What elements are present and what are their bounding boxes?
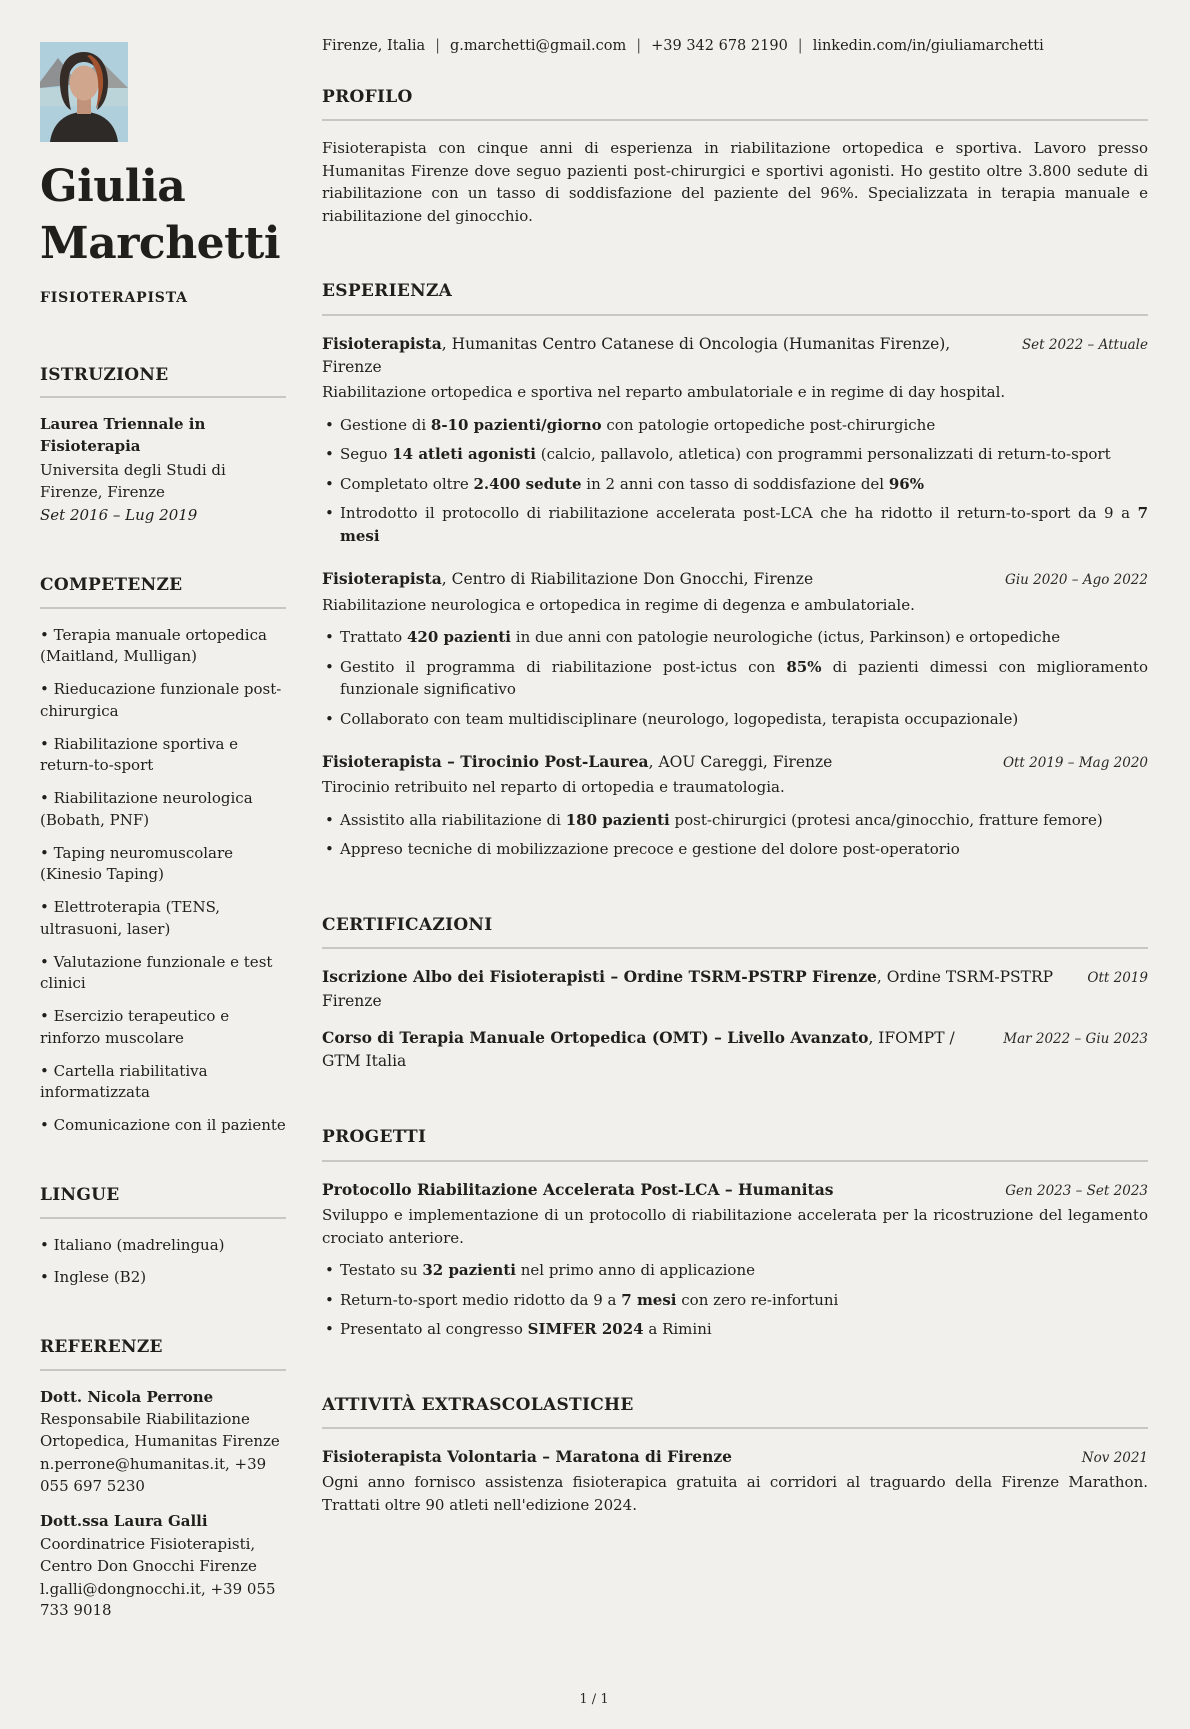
text-segment: Collaborato con team multidisciplinare (neurologo, logopedista, terapista occupazionale)	[340, 709, 1019, 728]
activity-list	[322, 1445, 1148, 1516]
profile-text: Fisioterapista con cinque anni di esperienza in riabilitazione ortopedica e sportiva. Lavoro presso Humanitas Firenze dove seguo pazienti post-chirurgici e sportivi agonisti. Ho gestito oltre 3.800 sedute di riabilitazione con un tasso di soddisfazione del paziente del 96%. Specializzata in terapia manuale e riabilitazione del ginocchio.	[322, 139, 1148, 225]
person-role: FISIOTERAPISTA	[40, 290, 188, 307]
skill-item: • Valutazione funzionale e test clinici	[40, 952, 286, 996]
certification-list	[322, 965, 1148, 1073]
entry-head	[322, 750, 1148, 774]
section-heading-attivita: ATTIVITÀ EXTRASCOLASTICHE	[322, 1393, 1148, 1430]
project-entry	[322, 1178, 1148, 1341]
experience-entry	[322, 567, 1148, 730]
skill-item: • Esercizio terapeutico e rinforzo muscolare	[40, 1006, 286, 1050]
reference-contact: n.perrone@humanitas.it, +39 055 697 5230	[40, 1454, 267, 1495]
bullet-item	[322, 443, 1148, 466]
entry-head	[322, 332, 1148, 380]
bullet-item	[322, 1289, 1148, 1312]
section-heading-progetti: PROGETTI	[322, 1125, 1148, 1162]
contact-email: g.marchetti@gmail.com	[450, 38, 627, 54]
section-profilo	[322, 85, 1148, 228]
portrait-icon	[40, 42, 128, 142]
skills-list	[40, 625, 286, 1137]
section-lingue	[40, 1183, 286, 1289]
entry-date: Ott 2019 – Mag 2020	[1002, 755, 1148, 771]
references-list	[40, 1387, 286, 1623]
certification-entry	[322, 1026, 1148, 1074]
skill-item: • Terapia manuale ortopedica (Maitland, Mulligan)	[40, 625, 286, 669]
text-segment: con patologie ortopediche post-chirurgiche	[601, 415, 936, 434]
experience-entry	[322, 750, 1148, 861]
text-segment: in 2 anni con tasso di soddisfazione del	[581, 474, 889, 493]
section-certificazioni	[322, 913, 1148, 1074]
reference-item	[40, 1387, 286, 1498]
bullet-item	[322, 1318, 1148, 1341]
language-item: • Inglese (B2)	[40, 1267, 286, 1289]
text-segment: Protocollo Riabilitazione Accelerata Post-LCA – Humanitas	[322, 1179, 834, 1199]
skill-item: • Riabilitazione sportiva e return-to-sport	[40, 734, 286, 778]
certification-entry	[322, 965, 1148, 1013]
section-attivita-extrascolastiche	[322, 1393, 1148, 1517]
entry-title	[322, 332, 1004, 380]
entry-summary: Ogni anno fornisco assistenza fisioterapica gratuita ai corridori al traguardo della Firenze Marathon. Trattati oltre 90 atleti nell'edizione 2024.	[322, 1473, 1148, 1514]
text-segment: Appreso tecniche di mobilizzazione precoce e gestione del dolore post-operatorio	[340, 840, 960, 859]
text-segment: Fisioterapista	[322, 333, 442, 353]
section-heading-certificazioni: CERTIFICAZIONI	[322, 913, 1148, 950]
text-segment: Return-to-sport medio ridotto da 9 a	[340, 1290, 622, 1309]
bullet-list	[322, 1259, 1148, 1341]
contact-phone: +39 342 678 2190	[651, 38, 788, 54]
languages-list	[40, 1235, 286, 1290]
text-segment: , AOU Careggi, Firenze	[648, 753, 833, 771]
text-segment: Seguo	[340, 445, 393, 464]
section-heading-competenze: COMPETENZE	[40, 573, 286, 609]
text-segment: 8-10 pazienti/giorno	[430, 415, 602, 434]
section-heading-istruzione: ISTRUZIONE	[40, 363, 286, 399]
bullet-item	[322, 626, 1148, 649]
reference-contact: l.galli@dongnocchi.it, +39 055 733 9018	[40, 1579, 276, 1620]
text-segment: 96%	[888, 474, 925, 493]
bullet-item	[322, 838, 1148, 861]
bullet-item	[322, 473, 1148, 496]
section-esperienza	[322, 279, 1148, 861]
bullet-item	[322, 502, 1148, 547]
text-segment: Completato oltre	[340, 474, 474, 493]
skill-item: • Riabilitazione neurologica (Bobath, PNF)	[40, 788, 286, 832]
entry-summary: Sviluppo e implementazione di un protocollo di riabilitazione accelerata per la ricostruzione del legamento crociato anteriore.	[322, 1206, 1148, 1247]
columns	[40, 36, 1148, 1668]
section-referenze	[40, 1335, 286, 1622]
section-heading-referenze: REFERENZE	[40, 1335, 286, 1371]
text-segment: 420 pazienti	[406, 628, 511, 646]
entry-date: Mar 2022 – Giu 2023	[1003, 1030, 1148, 1047]
text-segment: Testato su	[340, 1261, 423, 1279]
reference-item	[40, 1511, 286, 1622]
entry-head	[322, 567, 1148, 591]
entry-head	[322, 1178, 1148, 1202]
entry-title	[322, 965, 1069, 1013]
text-segment: Fisioterapista Volontaria – Maratona di Firenze	[322, 1447, 733, 1466]
contact-separator: |	[636, 38, 642, 54]
entry-title	[322, 567, 987, 591]
text-segment: Introdotto il protocollo di riabilitazione accelerata post-LCA che ha ridotto il return-to-sport da 9 a	[340, 504, 1138, 523]
entry-head	[322, 1445, 1148, 1469]
text-segment: 85%	[786, 657, 822, 676]
contact-linkedin: linkedin.com/in/giuliamarchetti	[812, 38, 1044, 54]
text-segment: a Rimini	[643, 1320, 712, 1338]
entry-summary: Riabilitazione ortopedica e sportiva nel reparto ambulatoriale e in regime di day hospital.	[322, 383, 1006, 402]
bullet-item	[322, 414, 1148, 437]
text-segment: di pazienti dimessi con miglioramento funzionale significativo	[340, 657, 1148, 698]
section-heading-esperienza: ESPERIENZA	[322, 279, 1148, 316]
section-heading-lingue: LINGUE	[40, 1183, 286, 1219]
entry-date: Gen 2023 – Set 2023	[1005, 1182, 1148, 1199]
text-segment: Fisioterapista – Tirocinio Post-Laurea	[322, 752, 649, 771]
text-segment: Assistito alla riabilitazione di	[340, 810, 566, 829]
text-segment: , IFOMPT / GTM Italia	[322, 1028, 955, 1070]
entry-date: Giu 2020 – Ago 2022	[1005, 572, 1148, 589]
person-name: Giulia Marchetti	[40, 161, 281, 270]
section-heading-profilo: PROFILO	[322, 85, 1148, 122]
text-segment: in due anni con patologie neurologiche (ictus, Parkinson) e ortopediche	[511, 628, 1061, 646]
text-segment: 14 atleti agonisti	[392, 445, 536, 464]
text-segment: 2.400 sedute	[473, 474, 582, 493]
left-column	[40, 36, 286, 1668]
text-segment: , Centro di Riabilitazione Don Gnocchi, Firenze	[441, 570, 814, 589]
skill-item: • Taping neuromuscolare (Kinesio Taping)	[40, 843, 286, 887]
bullet-item	[322, 656, 1148, 701]
education-dates: Set 2016 – Lug 2019	[40, 506, 198, 525]
entry-title	[322, 1026, 985, 1074]
contact-separator: |	[435, 38, 440, 54]
entry-date: Ott 2019	[1087, 970, 1148, 987]
text-segment: (calcio, pallavolo, atletica) con programmi personalizzati di return-to-sport	[535, 445, 1111, 464]
project-list	[322, 1178, 1148, 1341]
education-degree: Laurea Triennale in Fisioterapia	[40, 415, 206, 456]
contact-separator: |	[797, 38, 803, 54]
text-segment: nel primo anno di applicazione	[515, 1261, 756, 1279]
text-segment: Trattato	[340, 628, 407, 646]
bullet-item	[322, 809, 1148, 832]
experience-entry	[322, 332, 1148, 548]
text-segment: Fisioterapista	[322, 569, 442, 589]
skill-item: • Elettroterapia (TENS, ultrasuoni, laser)	[40, 897, 286, 941]
text-segment: , Ordine TSRM-PSTRP Firenze	[322, 968, 1054, 1010]
contact-bar	[322, 36, 1148, 58]
reference-name: Dott. Nicola Perrone	[40, 1387, 214, 1406]
section-istruzione	[40, 363, 286, 527]
entry-summary: Tirocinio retribuito nel reparto di ortopedia e traumatologia.	[322, 778, 785, 797]
text-segment: con zero re-infortuni	[676, 1290, 839, 1309]
text-segment: 32 pazienti	[422, 1261, 516, 1279]
entry-date: Set 2022 – Attuale	[1021, 336, 1148, 353]
entry-title	[322, 750, 985, 774]
page-number: 1 / 1	[579, 1692, 609, 1708]
bullet-list	[322, 809, 1148, 861]
text-segment: 7 mesi	[621, 1290, 677, 1309]
text-segment: Gestione di	[340, 415, 431, 434]
section-competenze	[40, 573, 286, 1137]
text-segment: Gestito il programma di riabilitazione post-ictus con	[340, 657, 787, 676]
entry-summary: Riabilitazione neurologica e ortopedica in regime di degenza e ambulatoriale.	[322, 595, 915, 614]
experience-list	[322, 332, 1148, 861]
section-progetti	[322, 1125, 1148, 1340]
entry-title	[322, 1445, 1064, 1469]
text-segment: 7 mesi	[340, 504, 1148, 545]
text-segment: , Humanitas Centro Catanese di Oncologia (Humanitas Firenze), Firenze	[322, 334, 951, 376]
bullet-item	[322, 1259, 1148, 1282]
text-segment: Presentato al congresso	[340, 1320, 528, 1338]
activity-entry	[322, 1445, 1148, 1516]
reference-role: Coordinatrice Fisioterapisti, Centro Don Gnocchi Firenze	[40, 1535, 257, 1575]
skill-item: • Rieducazione funzionale post-chirurgica	[40, 679, 286, 723]
language-item: • Italiano (madrelingua)	[40, 1235, 286, 1257]
skill-item: • Comunicazione con il paziente	[40, 1115, 286, 1137]
bullet-list	[322, 414, 1148, 548]
bullet-list	[322, 626, 1148, 730]
text-segment: 180 pazienti	[565, 810, 670, 829]
profile-photo	[40, 42, 128, 142]
entry-date: Nov 2021	[1081, 1450, 1148, 1466]
text-segment: Iscrizione Albo dei Fisioterapisti – Ordine TSRM-PSTRP Firenze	[322, 967, 877, 987]
text-segment: Corso di Terapia Manuale Ortopedica (OMT) – Livello Avanzato	[322, 1027, 869, 1047]
education-school: Universita degli Studi di Firenze, Firenze	[40, 460, 226, 501]
right-column	[322, 36, 1148, 1526]
bullet-item	[322, 708, 1148, 731]
reference-role: Responsabile Riabilitazione Ortopedica, Humanitas Firenze	[40, 1410, 280, 1451]
text-segment: SIMFER 2024	[527, 1320, 644, 1338]
contact-location: Firenze, Italia	[322, 38, 426, 54]
text-segment: post-chirurgici (protesi anca/ginocchio, fratture femore)	[669, 810, 1103, 829]
skill-item: • Cartella riabilitativa informatizzata	[40, 1061, 286, 1105]
reference-name: Dott.ssa Laura Galli	[40, 1512, 208, 1531]
entry-title	[322, 1178, 987, 1202]
